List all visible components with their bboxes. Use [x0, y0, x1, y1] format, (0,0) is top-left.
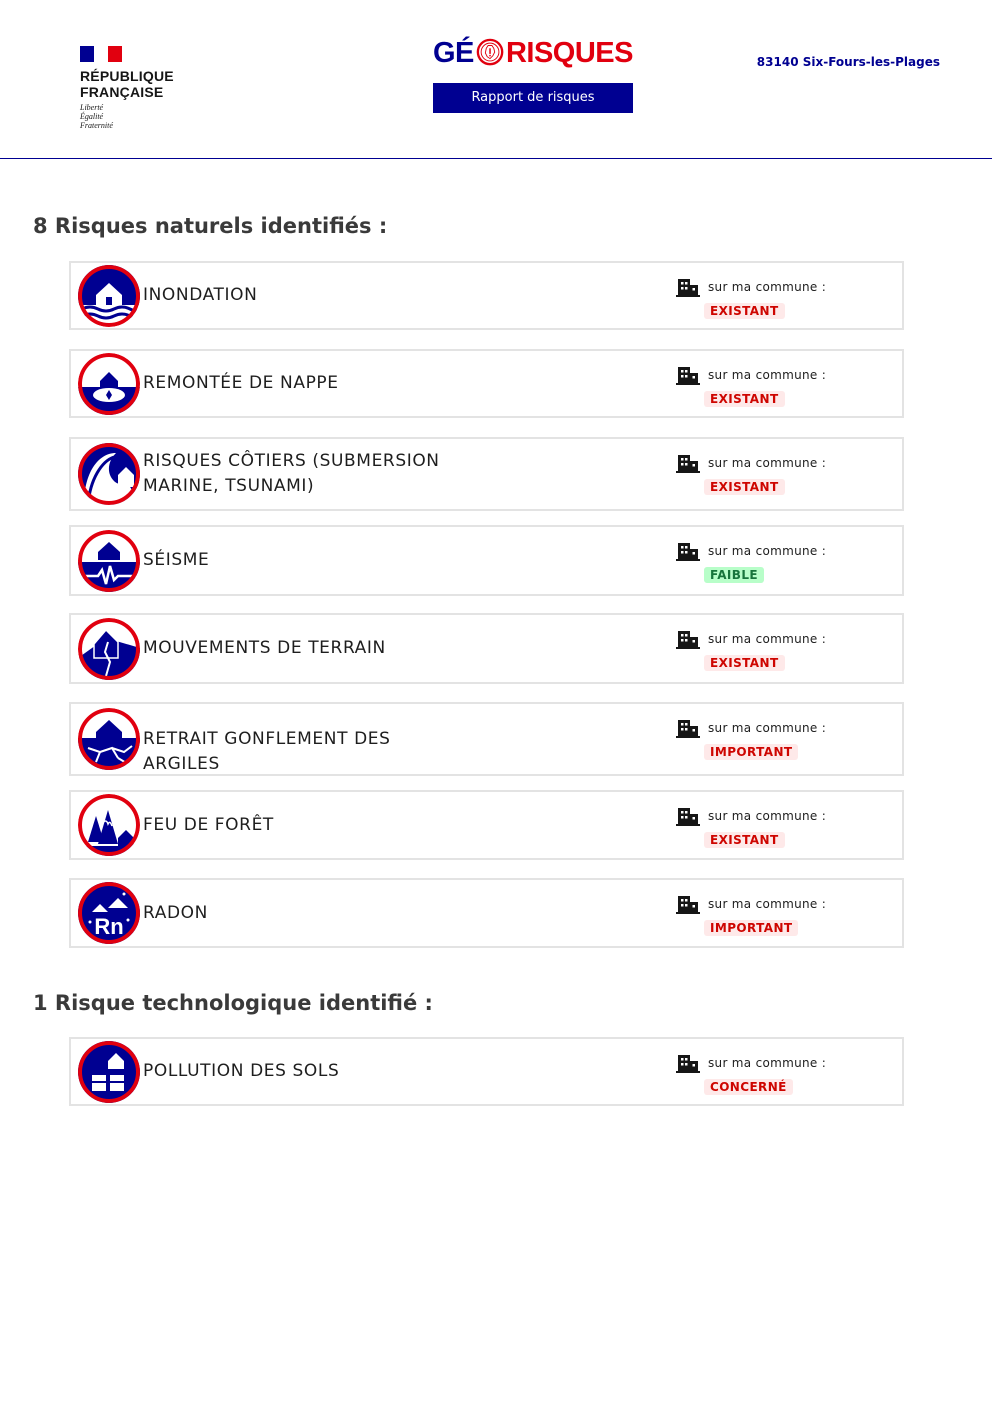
soil-pollution-icon — [78, 1041, 140, 1103]
risk-name: FEU DE FORÊT — [143, 815, 274, 835]
france-map-icon — [476, 38, 504, 68]
report-tagline: Rapport de risques — [433, 83, 633, 113]
risk-name: RADON — [143, 903, 208, 923]
risk-card — [69, 702, 904, 776]
risk-card — [69, 437, 904, 511]
building-icon — [676, 718, 700, 738]
status-badge: EXISTANT — [704, 303, 785, 319]
commune-label: sur ma commune : — [708, 1056, 827, 1070]
french-flag-icon — [80, 46, 122, 62]
commune-status — [676, 453, 826, 495]
status-badge: EXISTANT — [704, 479, 785, 495]
commune-status — [676, 277, 826, 319]
motto-egalite: Égalité — [80, 112, 104, 121]
commune-status — [676, 1053, 826, 1095]
risk-card — [69, 613, 904, 684]
commune-status — [676, 806, 826, 848]
groundwater-icon — [78, 353, 140, 415]
status-badge: EXISTANT — [704, 832, 785, 848]
georisques-logo — [433, 36, 633, 70]
risk-card — [69, 878, 904, 948]
commune-label: sur ma commune : — [708, 368, 827, 382]
motto-liberte: Liberté — [80, 103, 104, 112]
radon-icon — [78, 882, 140, 944]
commune-status — [676, 365, 826, 407]
status-badge: EXISTANT — [704, 655, 785, 671]
risk-card — [69, 790, 904, 860]
report-header — [0, 0, 992, 159]
risk-card — [69, 261, 904, 330]
landslide-icon — [78, 618, 140, 680]
republic-line-2: FRANÇAISE — [80, 84, 164, 100]
risk-name: POLLUTION DES SOLS — [143, 1061, 340, 1081]
technological-risks-title: 1 Risque technologique identifié : — [33, 991, 433, 1015]
flood-icon — [78, 265, 140, 327]
commune-label: sur ma commune : — [708, 809, 827, 823]
republic-line-1: RÉPUBLIQUE — [80, 68, 174, 84]
risk-name: SÉISME — [143, 550, 210, 570]
natural-risks-title: 8 Risques naturels identifiés : — [33, 214, 388, 238]
commune-status — [676, 894, 826, 936]
commune-label: sur ma commune : — [708, 456, 827, 470]
brand-risques: RISQUES — [505, 37, 633, 69]
building-icon — [676, 541, 700, 561]
building-icon — [676, 806, 700, 826]
commune-label: sur ma commune : — [708, 721, 827, 735]
risk-card — [69, 525, 904, 596]
address: 83140 Six-Fours-les-Plages — [756, 55, 940, 69]
building-icon — [676, 629, 700, 649]
building-icon — [676, 894, 700, 914]
motto-fraternite: Fraternité — [80, 121, 113, 130]
risk-name: REMONTÉE DE NAPPE — [143, 373, 339, 393]
status-badge: EXISTANT — [704, 391, 785, 407]
commune-label: sur ma commune : — [708, 897, 827, 911]
risk-name: MOUVEMENTS DE TERRAIN — [143, 638, 386, 658]
risk-name: INONDATION — [143, 285, 258, 305]
commune-label: sur ma commune : — [708, 280, 827, 294]
coastal-wave-icon — [78, 443, 140, 505]
risk-card — [69, 1037, 904, 1106]
status-badge: IMPORTANT — [704, 920, 798, 936]
commune-status — [676, 629, 826, 671]
risk-name: RISQUES CÔTIERS (SUBMERSION MARINE, TSUNAMI) — [143, 451, 440, 496]
risk-name: RETRAIT GONFLEMENT DES ARGILES — [143, 729, 391, 774]
republique-francaise-logo — [80, 46, 174, 130]
brand-geo: GÉ — [433, 37, 474, 69]
commune-status — [676, 541, 826, 583]
svg-text:Rn: Rn — [94, 914, 124, 939]
earthquake-icon — [78, 530, 140, 592]
building-icon — [676, 365, 700, 385]
building-icon — [676, 277, 700, 297]
status-badge: IMPORTANT — [704, 744, 798, 760]
building-icon — [676, 453, 700, 473]
commune-label: sur ma commune : — [708, 632, 827, 646]
status-badge: CONCERNÉ — [704, 1079, 793, 1095]
building-icon — [676, 1053, 700, 1073]
status-badge: FAIBLE — [704, 567, 764, 583]
georisques-brand — [433, 36, 633, 113]
commune-status — [676, 718, 826, 760]
commune-label: sur ma commune : — [708, 544, 827, 558]
forest-fire-icon — [78, 794, 140, 856]
clay-crack-icon — [78, 708, 140, 770]
risk-card — [69, 349, 904, 418]
